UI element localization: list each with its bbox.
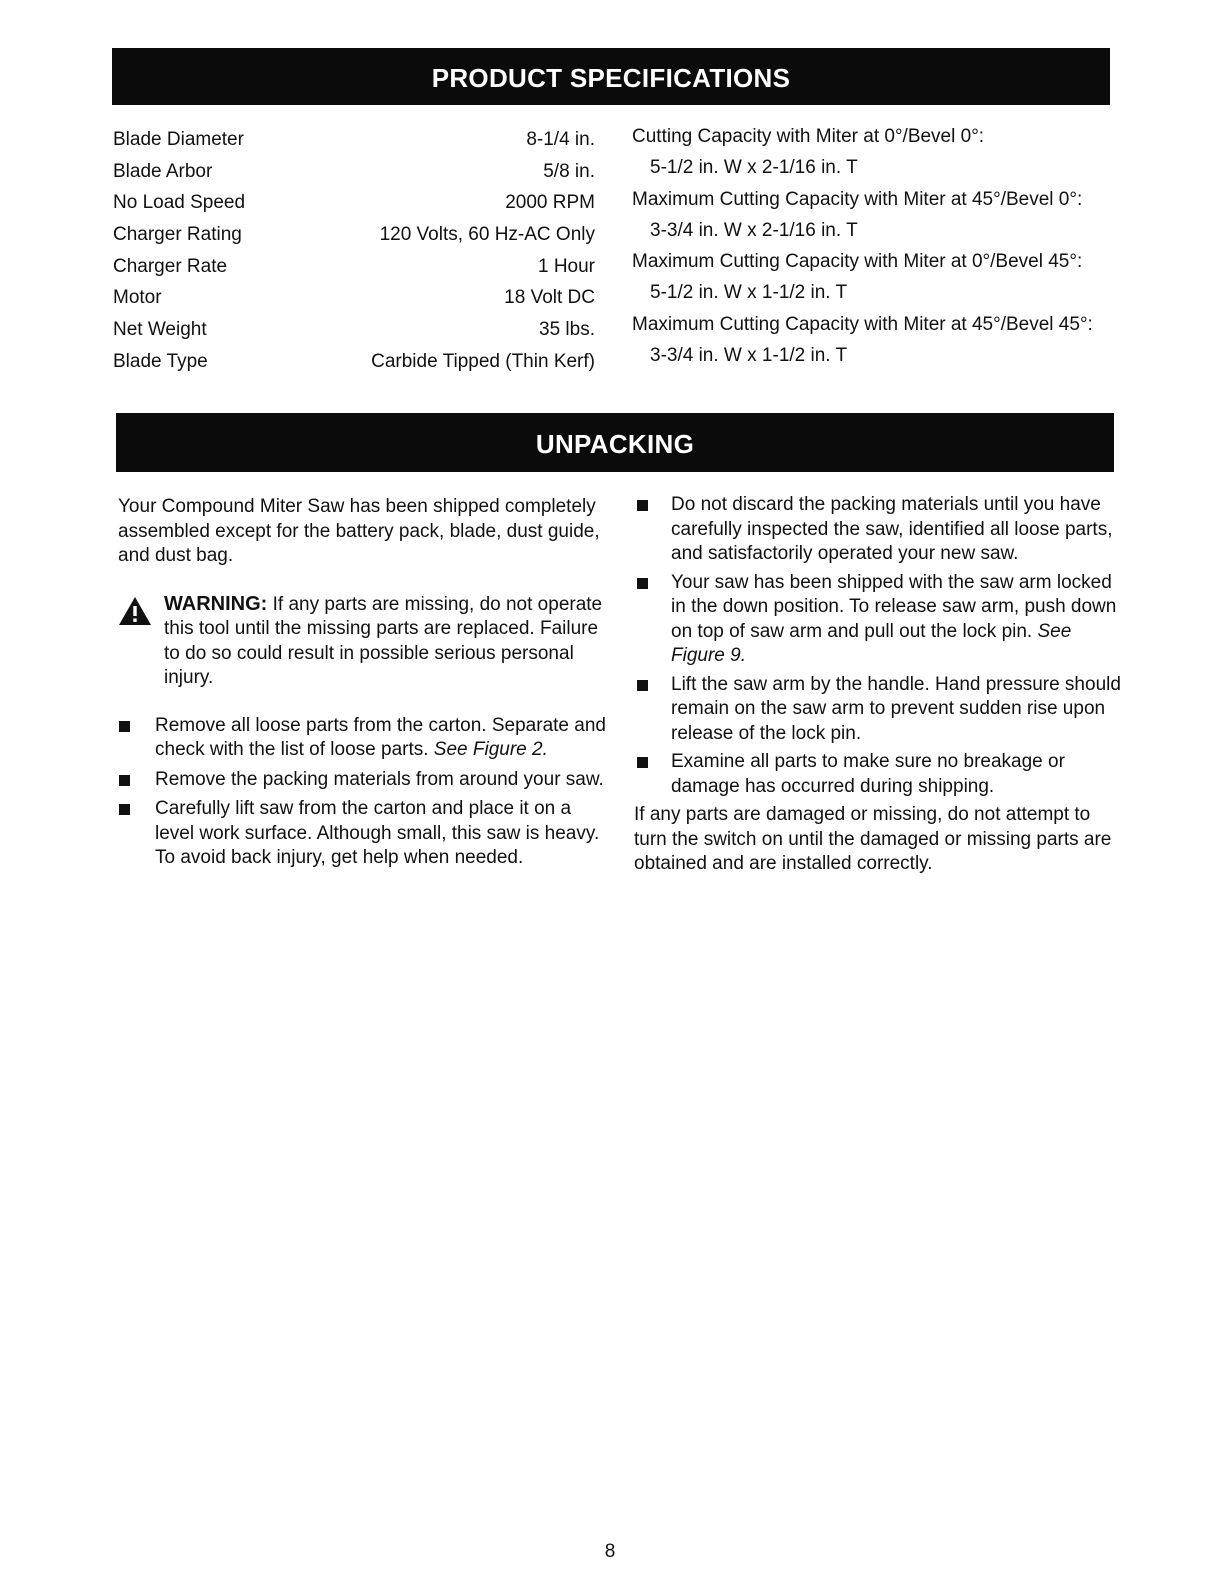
figure-reference: See Figure 9. xyxy=(671,620,1072,666)
list-item xyxy=(634,571,1124,669)
spec-label: Blade Arbor xyxy=(113,160,213,182)
square-bullet-icon xyxy=(637,757,648,768)
list-item-text: Remove all loose parts from the carton. Separate and check with the list of loose parts. xyxy=(155,714,606,760)
square-bullet-icon xyxy=(637,680,648,691)
spec-value: 35 lbs. xyxy=(539,319,595,341)
list-item-text: Carefully lift saw from the carton and place it on a level work surface. Although small, this saw is heavy. To avoid back injury, get help when needed. xyxy=(155,798,600,868)
capacity-label: Cutting Capacity with Miter at 0°/Bevel 0°: xyxy=(632,126,985,147)
list-item-text: Do not discard the packing materials until you have carefully inspected the saw, identified all loose parts, and satisfactorily operated your new saw. xyxy=(671,494,1113,564)
spec-value: 5/8 in. xyxy=(543,160,595,182)
square-bullet-icon xyxy=(637,578,648,589)
list-item xyxy=(634,750,1124,799)
warning-triangle-icon xyxy=(118,596,152,626)
cutting-capacity-list xyxy=(632,121,1093,371)
spec-label: Motor xyxy=(113,287,162,309)
capacity-value: 3-3/4 in. W x 1-1/2 in. T xyxy=(650,345,848,367)
figure-reference: See Figure 2. xyxy=(433,739,548,760)
spec-value: 18 Volt DC xyxy=(504,287,595,309)
list-item xyxy=(634,493,1124,567)
capacity-label: Maximum Cutting Capacity with Miter at 45°/Bevel 0°: xyxy=(632,188,1083,210)
warning-block xyxy=(118,592,608,691)
capacity-label: Maximum Cutting Capacity with Miter at 0°/Bevel 45°: xyxy=(632,251,1083,273)
capacity-value: 5-1/2 in. W x 2-1/16 in. T xyxy=(650,157,858,179)
capacity-label: Maximum Cutting Capacity with Miter at 45°/Bevel 45°: xyxy=(632,313,1093,335)
spec-value: 2000 RPM xyxy=(505,192,595,214)
square-bullet-icon xyxy=(119,804,130,815)
list-item xyxy=(118,797,608,871)
square-bullet-icon xyxy=(119,775,130,786)
spec-value: 1 Hour xyxy=(537,255,595,277)
list-item-text: Lift the saw arm by the handle. Hand pressure should remain on the saw arm to prevent sudden rise upon release of the lock pin. xyxy=(671,673,1121,744)
section-title: PRODUCT SPECIFICATIONS xyxy=(431,63,791,93)
list-item xyxy=(118,714,608,763)
list-item-text: Examine all parts to make sure no breakage or damage has occurred during shipping. xyxy=(671,751,1065,797)
warning-text: If any parts are missing, do not operate this tool until the missing parts are replaced. Failure to do so could result in possible serious personal injury. xyxy=(164,593,603,688)
spec-value: 8-1/4 in. xyxy=(526,129,595,150)
product-specifications-banner xyxy=(112,48,1110,105)
spec-value: Carbide Tipped (Thin Kerf) xyxy=(371,350,595,372)
list-item xyxy=(634,673,1124,747)
square-bullet-icon xyxy=(119,721,130,732)
section-title: UNPACKING xyxy=(535,429,695,459)
closing-paragraph: If any parts are damaged or missing, do not attempt to turn the switch on until the damaged or missing parts are obtained and are installed correctly. xyxy=(634,804,1112,874)
capacity-value: 5-1/2 in. W x 1-1/2 in. T xyxy=(650,282,848,304)
spec-label: Blade Diameter xyxy=(113,129,244,150)
intro-paragraph: Your Compound Miter Saw has been shipped completely assembled except for the battery pack, blade, dust guide, and dust bag. xyxy=(118,496,600,566)
spec-values-column xyxy=(330,124,595,378)
unpacking-banner xyxy=(116,413,1114,472)
capacity-value: 3-3/4 in. W x 2-1/16 in. T xyxy=(650,219,858,241)
spec-labels-column xyxy=(113,124,245,378)
list-item-text: Your saw has been shipped with the saw arm locked in the down position. To release saw arm, push down on top of saw arm and pull out the lock pin. xyxy=(671,571,1117,642)
warning-label: WARNING: xyxy=(164,592,268,615)
unpacking-left-column xyxy=(118,495,608,876)
spec-label: Charger Rate xyxy=(113,255,228,277)
list-item-text: Remove the packing materials from around your saw. xyxy=(155,768,604,790)
spec-label: Net Weight xyxy=(113,319,207,341)
page-number: 8 xyxy=(604,1541,616,1562)
spec-label: Blade Type xyxy=(113,350,208,372)
spec-label: No Load Speed xyxy=(113,192,246,214)
list-item xyxy=(118,768,608,793)
unpacking-right-column xyxy=(634,493,1124,896)
spec-value: 120 Volts, 60 Hz-AC Only xyxy=(379,224,595,246)
spec-label: Charger Rating xyxy=(113,224,242,246)
square-bullet-icon xyxy=(637,500,648,511)
